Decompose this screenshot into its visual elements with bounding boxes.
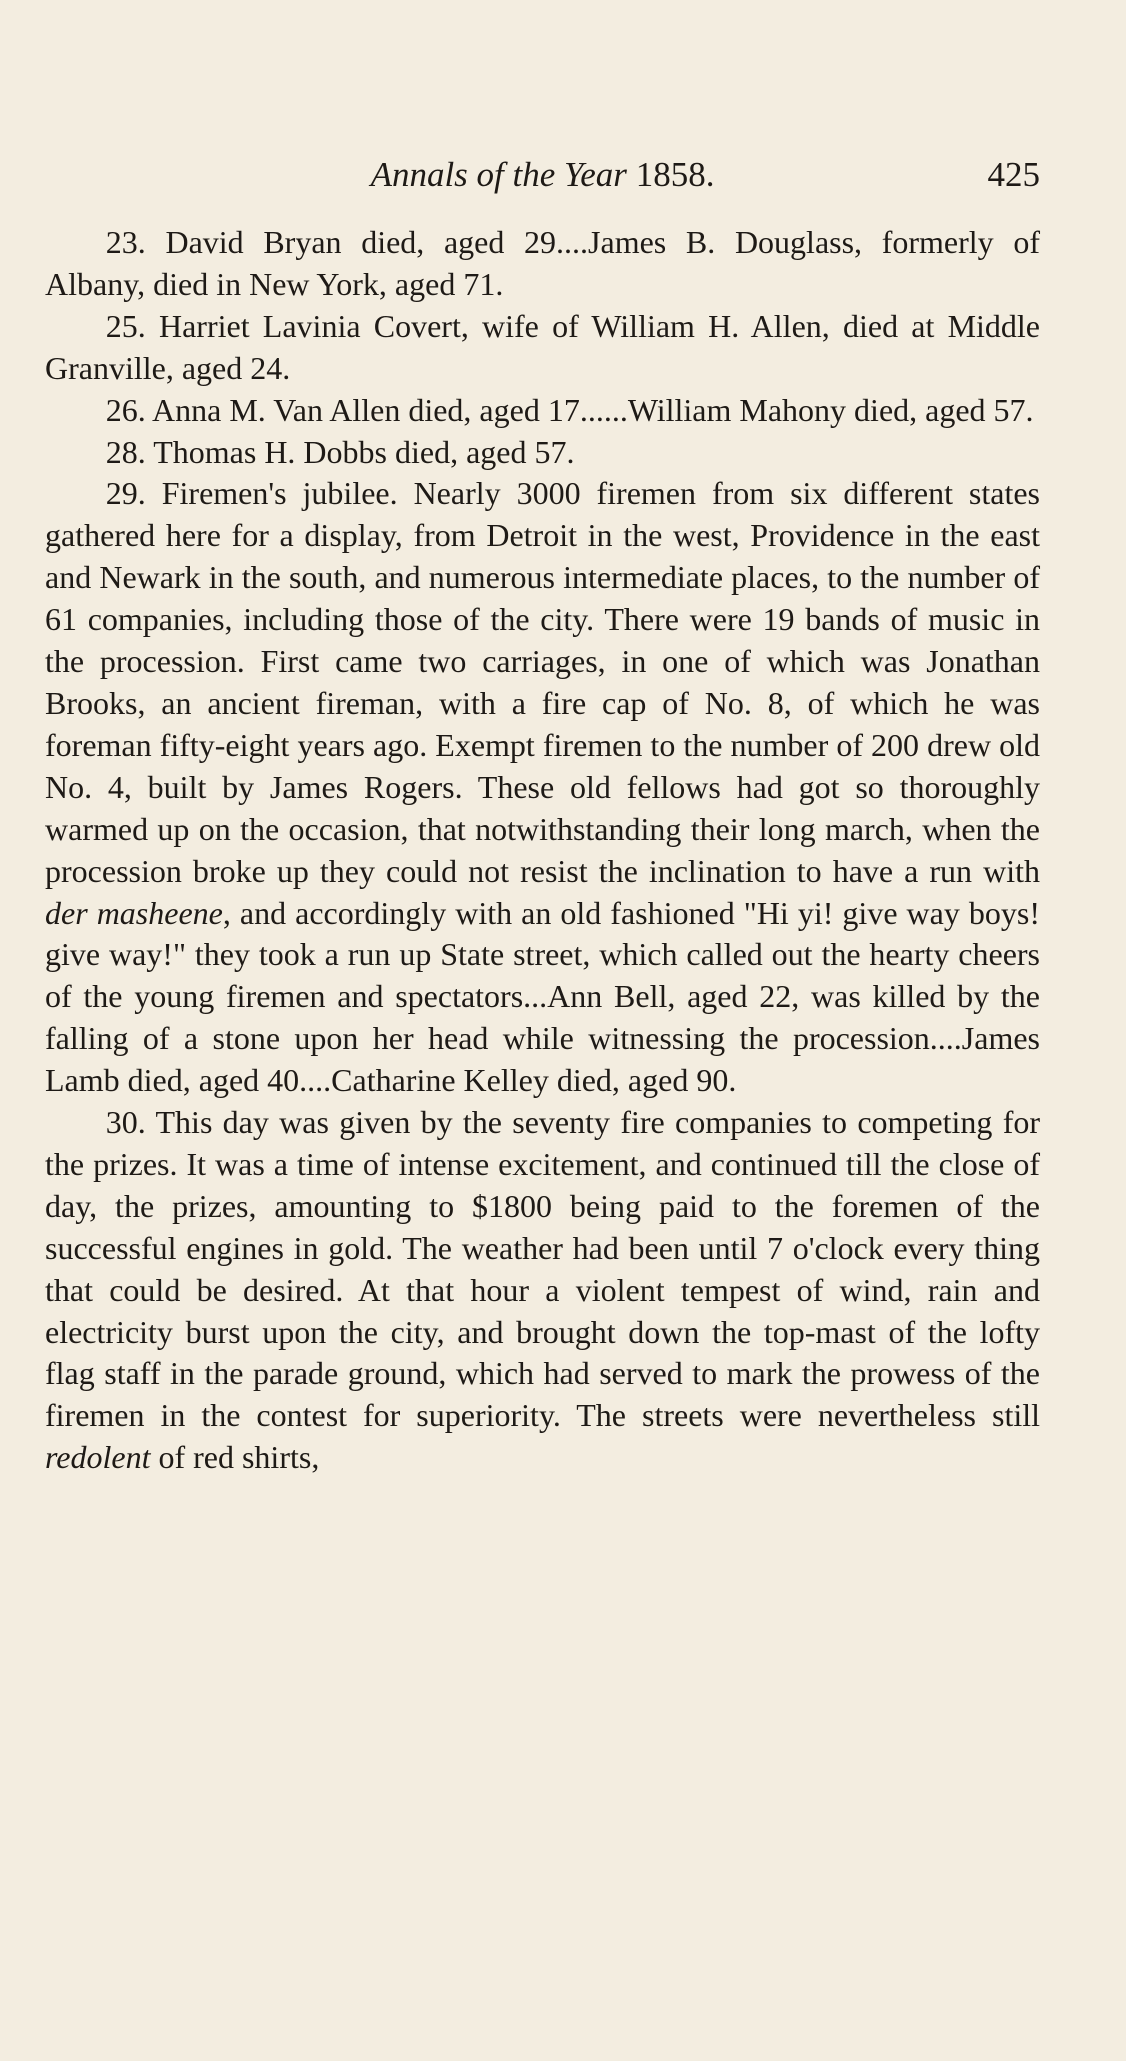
entry-29 xyxy=(45,473,1040,1102)
page-number: 425 xyxy=(987,155,1040,194)
entry-29-emphasis: der masheene xyxy=(45,894,223,931)
entry-28: 28. Thomas H. Dobbs died, aged 57. xyxy=(105,433,575,470)
entry-30-emphasis: redolent xyxy=(45,1439,151,1476)
entry-23: 23. David Bryan died, aged 29....James B. Douglass, formerly of Albany, died in New York, aged 71. xyxy=(45,224,1040,302)
entry-25: 25. Harriet Lavinia Covert, wife of William H. Allen, died at Middle Granville, aged 24. xyxy=(45,307,1040,386)
entry-29-text-end: , and accordingly with an old fashioned "Hi yi! give way boys! give way!" they took a run up State street, which called out the hearty cheers of the young firemen and spectators...Ann Bell, aged 22, was killed by the falling of a stone upon her head while witnessing the procession....James Lamb died, aged 40....Catharine Kelley died, aged 90. xyxy=(45,894,1041,1099)
running-head xyxy=(45,150,1040,200)
body-text xyxy=(45,222,1040,1479)
running-title-text: Annals of the Year xyxy=(370,155,636,194)
entry-30 xyxy=(45,1102,1040,1479)
running-title-year: 1858. xyxy=(635,155,715,194)
entry-30-text-end: of red shirts, xyxy=(150,1439,320,1476)
entry-29-text-start: 29. Firemen's jubilee. Nearly 3000 firemen from six different states gathered here for a display, from Detroit in the west, Providence in the east and Newark in the south, and numerous intermediate places, to the number of 61 companies, including those of the city. There were 19 bands of music in the procession. First came two carriages, in one of which was Jonathan Brooks, an ancient fireman, with a fire cap of No. 8, of which he was foreman fifty-eight years ago. Exempt firemen to the number of 200 drew old No. 4, built by James Rogers. These old fellows had got so thoroughly warmed up on the occasion, that notwithstanding their long march, when the procession broke up they could not resist the inclination to have a run with xyxy=(45,475,1040,889)
entry-30-text-start: 30. This day was given by the seventy fire companies to competing for the prizes. It was a time of intense excitement, and continued till the close of day, the prizes, amounting to $1800 being paid to the foremen of the successful engines in gold. The weather had been until 7 o'clock every thing that could be desired. At that hour a violent tempest of wind, rain and electricity burst upon the city, and brought down the top-mast of the lofty flag staff in the parade ground, which had served to mark the prowess of the firemen in the contest for superiority. The streets were nevertheless still xyxy=(45,1104,1040,1434)
entry-26: 26. Anna M. Van Allen died, aged 17......William Mahony died, aged 57. xyxy=(105,391,1034,428)
running-title xyxy=(45,150,1040,200)
